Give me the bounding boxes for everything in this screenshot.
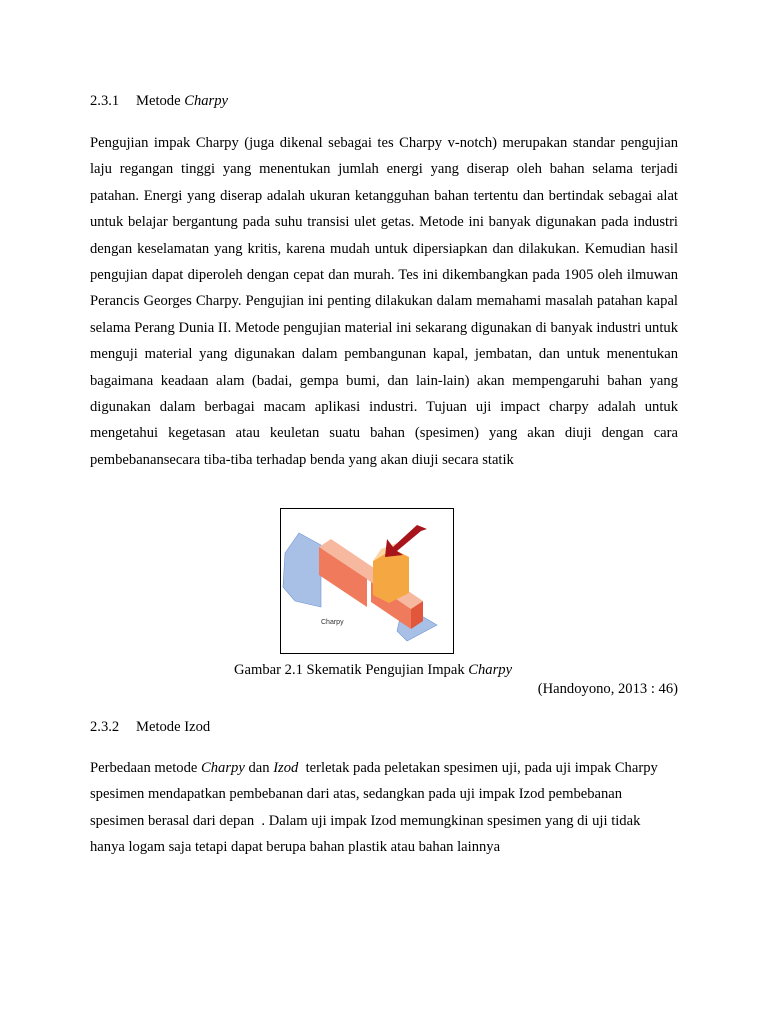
section-number: 2.3.1 [90, 93, 120, 109]
section-number: 2.3.2 [90, 719, 120, 735]
paragraph-izod [90, 755, 678, 861]
left-anvil-shape [283, 533, 321, 607]
section-title: Metode [136, 93, 185, 109]
section-heading-charpy [90, 93, 228, 110]
paragraph-italic-izod: Izod [273, 760, 299, 776]
caption-italic: Charpy [468, 662, 513, 678]
section-title-italic: Charpy [184, 93, 229, 109]
paragraph-text: terletak pada peletakan spesimen uji, pada uji impak Charpy spesimen mendapatkan pembebanan dari atas, sedangkan pada uji impak Izod pembebanan spesimen berasal dari depan . Dalam uji impak Izod memungkinan spesimen yang di uji tidak hanya logam saja tetapi dapat berupa bahan plastik atau bahan lainnya [90, 760, 662, 856]
section-title: Metode Izod [136, 719, 211, 735]
section-heading-izod [90, 719, 210, 736]
paragraph-text: Perbedaan metode [90, 760, 202, 776]
caption-text: Gambar 2.1 Skematik Pengujian Impak [234, 662, 469, 678]
paragraph-charpy: Pengujian impak Charpy (juga dikenal sebagai tes Charpy v-notch) merupakan standar pengujian laju regangan tinggi yang menentukan jumlah energi yang diserap oleh bahan selama terjadi patahan. Energi yang diserap adalah ukuran ketangguhan bahan tertentu dan bertindak sebagai alat untuk belajar bergantung pada suhu transisi ulet getas. Metode ini banyak digunakan pada industri dengan keselamatan yang kritis, karena mudah untuk dipersiapkan dan dilakukan. Kemudian hasil pengujian dapat diperoleh dengan cepat dan murah. Tes ini dikembangkan pada 1905 oleh ilmuwan Perancis Georges Charpy. Pengujian ini penting dilakukan dalam memahami masalah patahan kapal selama Perang Dunia II. Metode pengujian material ini sekarang digunakan di banyak industri untuk menguji material yang digunakan dalam pembangunan kapal, jembatan, dan untuk menentukan bagaimana keadaan alam (badai, gempa bumi, dan lain-lain) akan mempengaruhi bahan yang digunakan dalam berbagai macam aplikasi industri. Tujuan uji impact charpy adalah untuk mengetahui kegetasan atau keuletan suatu bahan (spesimen) yang akan diuji dengan cara pembebanansecara tiba-tiba terhadap benda yang akan diuji secara statik [90, 135, 678, 468]
figure-charpy-schematic [280, 508, 454, 654]
figure-source: (Handoyono, 2013 : 46) [537, 681, 678, 697]
impact-arrow-icon [385, 525, 427, 557]
figure-caption [234, 662, 512, 679]
figure-label: Charpy [321, 619, 344, 626]
paragraph-text: dan [244, 760, 274, 776]
charpy-diagram [281, 509, 453, 653]
paragraph-italic-charpy: Charpy [201, 760, 245, 776]
